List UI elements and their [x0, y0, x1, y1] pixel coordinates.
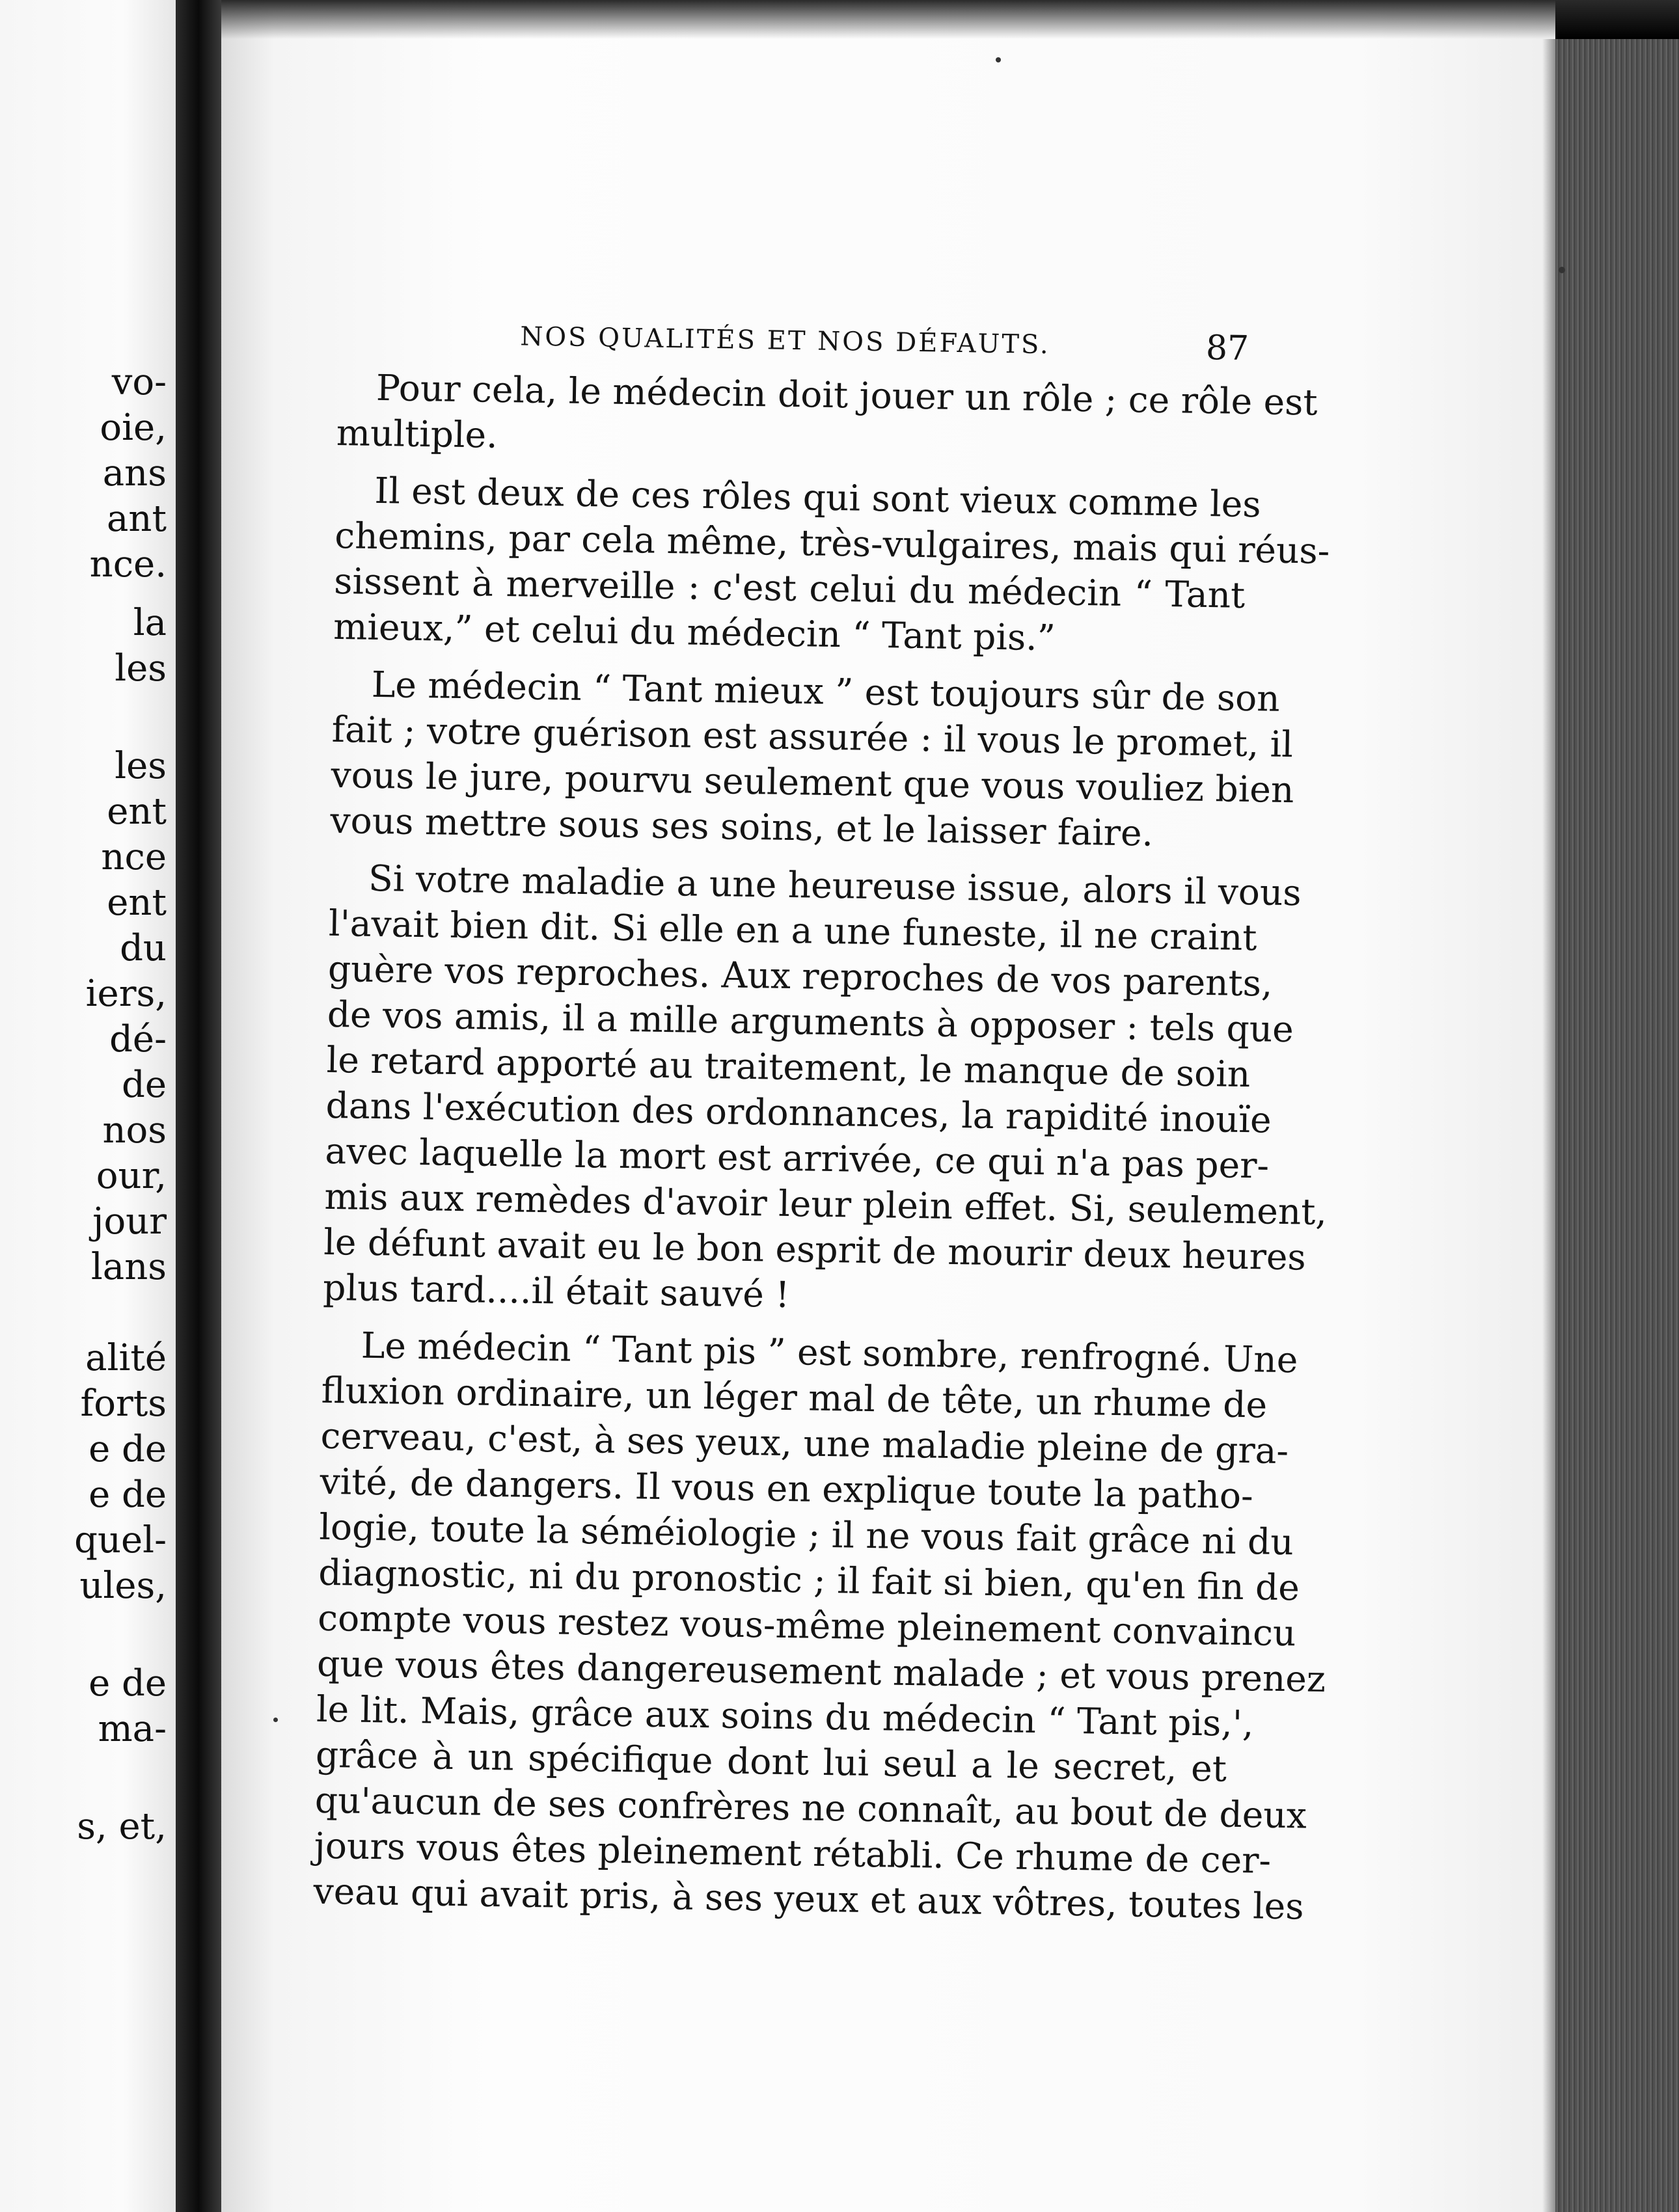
- text-line: Si votre maladie a une heureuse issue, alors il vous: [368, 857, 1302, 914]
- body-text: [313, 364, 1330, 1928]
- text-line: jours vous êtes pleinement rétabli. Ce rhume de cer-: [314, 1824, 1272, 1882]
- text-line: qu'aucun de ses confrères ne connaît, au bout de deux: [314, 1779, 1307, 1837]
- previous-page-fragment: quel-: [74, 1519, 167, 1561]
- text-line: sissent à merveille : c'est celui du médecin “ Tant: [333, 560, 1246, 616]
- previous-page-fragment: vo-: [111, 361, 167, 403]
- previous-page-fragment: e de: [89, 1428, 167, 1470]
- paragraph: [330, 661, 1294, 857]
- previous-page-fragment: les: [115, 647, 167, 690]
- text-line: que vous êtes dangereusement malade ; et vous prenez: [316, 1642, 1326, 1701]
- previous-page-fragment: nce.: [89, 543, 167, 586]
- previous-page-fragment: nos: [102, 1109, 167, 1152]
- previous-page-fragment: ans: [102, 452, 167, 494]
- text-line: fait ; votre guérison est assurée : il vous le promet, il: [331, 708, 1294, 766]
- text-line: Le médecin “ Tant mieux ” est toujours sûr de son: [371, 663, 1281, 720]
- page-number: 87: [1205, 328, 1249, 368]
- previous-page-fragment: our,: [96, 1155, 167, 1197]
- text-line: vous mettre sous ses soins, et le laisser faire.: [330, 799, 1154, 854]
- text-line: logie, toute la séméiologie ; il ne vous fait grâce ni du: [319, 1505, 1294, 1563]
- previous-page-fragment: la: [133, 602, 167, 644]
- previous-page-fragment: ent: [107, 790, 167, 833]
- text-line: vité, de dangers. Il vous en explique toute la patho-: [320, 1460, 1254, 1517]
- text-line: Pour cela, le médecin doit jouer un rôle ; ce rôle est: [375, 366, 1318, 424]
- text-line: guère vos reproches. Aux reproches de vos parents,: [327, 947, 1273, 1005]
- text-line: multiple.: [336, 411, 498, 456]
- previous-page-fragment: alité: [85, 1337, 167, 1379]
- previous-page-fragment: e de: [89, 1662, 167, 1705]
- text-line: diagnostic, ni du pronostic ; il fait si bien, qu'en fin de: [318, 1551, 1300, 1609]
- text-line: Il est deux de ces rôles qui sont vieux comme les: [374, 469, 1262, 526]
- text-line: le défunt avait eu le bon esprit de mourir deux heures: [323, 1221, 1307, 1278]
- previous-page-fragment: de: [122, 1064, 167, 1106]
- previous-page-fragment: les: [115, 745, 167, 787]
- text-line: mieux,” et celui du médecin “ Tant pis.”: [333, 605, 1056, 659]
- text-line: grâce à un spécifique dont lui seul a le secret, et: [315, 1733, 1227, 1790]
- previous-page-fragment: forts: [80, 1382, 167, 1425]
- page-stack-edge: [1555, 39, 1679, 2212]
- previous-page-fragment: ant: [107, 498, 167, 540]
- running-title: NOS QUALITÉS ET NOS DÉFAUTS.: [519, 321, 1051, 360]
- text-line: le retard apporté au traitement, le manque de soin: [326, 1038, 1251, 1096]
- previous-page-fragment: oie,: [100, 407, 167, 449]
- previous-page-fragment: dé-: [109, 1018, 167, 1060]
- page-text-block: [313, 306, 1330, 1940]
- text-line: l'avait bien dit. Si elle en a une funeste, il ne craint: [328, 902, 1257, 959]
- text-line: plus tard....il était sauvé !: [322, 1266, 790, 1316]
- paragraph: [336, 364, 1318, 470]
- text-line: compte vous restez vous-même pleinement convaincu: [317, 1597, 1296, 1654]
- book-gutter: [176, 0, 221, 2212]
- scan-speck: [1559, 267, 1565, 273]
- text-line: de vos amis, il a mille arguments à opposer : tels que: [327, 993, 1294, 1051]
- text-line: cerveau, c'est, à ses yeux, une maladie pleine de gra-: [320, 1414, 1289, 1472]
- text-line: dans l'exécution des ordonnances, la rapidité inouïe: [325, 1084, 1272, 1141]
- paragraph: [322, 855, 1328, 1325]
- text-line: chemins, par cela même, très-vulgaires, mais qui réus-: [334, 514, 1330, 572]
- top-shadow: [221, 0, 1679, 39]
- paragraph: [333, 467, 1330, 664]
- previous-page-edge: [0, 0, 176, 2212]
- previous-page-fragment: ent: [107, 882, 167, 924]
- previous-page-fragment: s, et,: [77, 1805, 167, 1848]
- previous-page-fragment: ma-: [98, 1708, 167, 1750]
- paragraph: [313, 1322, 1326, 1928]
- previous-page-fragment: du: [120, 927, 167, 969]
- previous-page-fragment: ules,: [79, 1565, 167, 1607]
- previous-page-fragment: jour: [92, 1200, 167, 1243]
- previous-page-fragment: lans: [90, 1246, 167, 1288]
- text-line: avec laquelle la mort est arrivée, ce qui n'a pas per-: [325, 1129, 1270, 1187]
- text-line: mis aux remèdes d'avoir leur plein effet. Si, seulement,: [323, 1175, 1328, 1234]
- text-line: fluxion ordinaire, un léger mal de tête, un rhume de: [321, 1369, 1268, 1426]
- previous-page-fragment: e de: [89, 1474, 167, 1516]
- text-line: veau qui avait pris, à ses yeux et aux vôtres, toutes les: [313, 1870, 1304, 1928]
- previous-page-fragment: nce: [101, 836, 167, 878]
- previous-page-fragment: iers,: [85, 973, 167, 1015]
- scan-speck: [273, 1718, 278, 1722]
- text-line: le lit. Mais, grâce aux soins du médecin “ Tant pis,',: [316, 1688, 1254, 1745]
- scan-speck: [996, 57, 1001, 62]
- text-line: vous le jure, pourvu seulement que vous vouliez bien: [331, 753, 1294, 811]
- text-line: Le médecin “ Tant pis ” est sombre, renfrogné. Une: [361, 1324, 1298, 1381]
